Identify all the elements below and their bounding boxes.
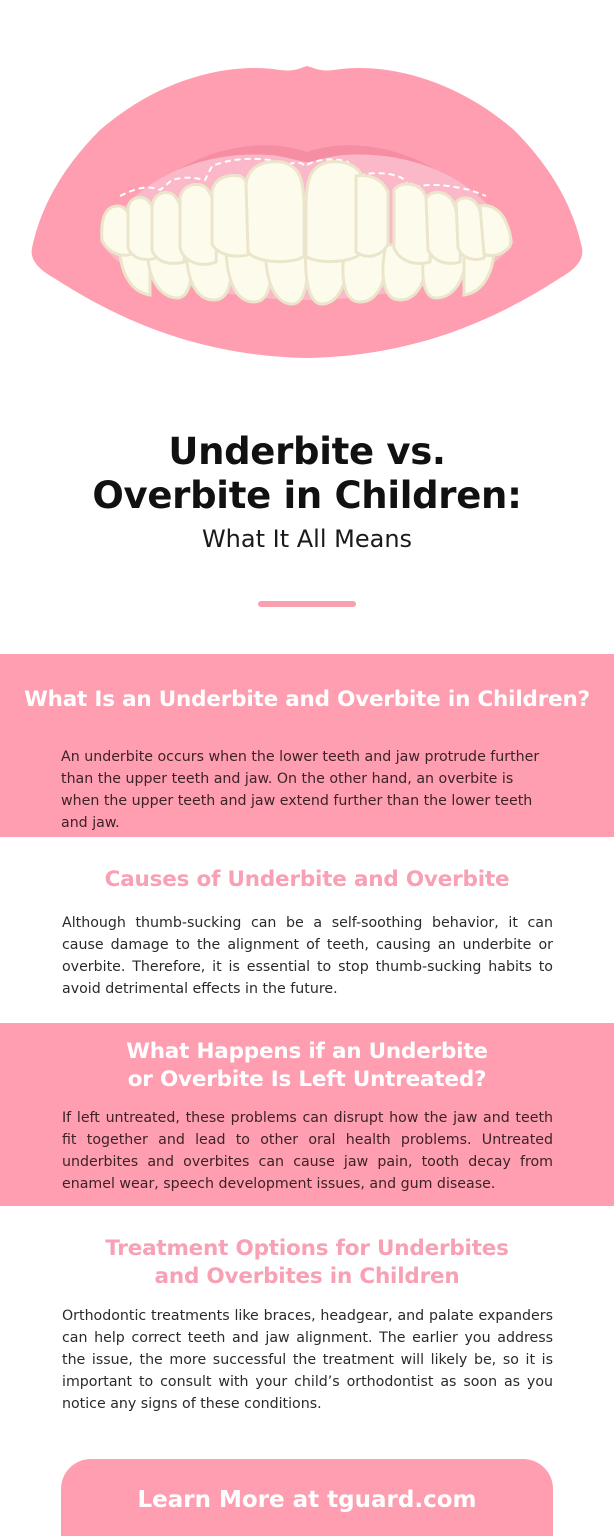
section-title bbox=[0, 1038, 614, 1094]
title-line-2: Overbite in Children: bbox=[92, 474, 522, 517]
section-title-line-2: and Overbites in Children bbox=[154, 1264, 460, 1289]
section-title bbox=[0, 1235, 614, 1291]
page-title bbox=[0, 430, 614, 556]
section-title-line-2: or Overbite Is Left Untreated? bbox=[127, 1067, 487, 1092]
hero-illustration bbox=[0, 0, 614, 400]
section-body: Although thumb-sucking can be a self-soothing behavior, it can cause damage to the alignment of teeth, causing an underbite or overbite. Therefore, it is essential to stop thumb-sucking habits to avoid detrimental effects in the future. bbox=[62, 915, 553, 997]
section-causes bbox=[0, 837, 614, 1023]
learn-more-label: Learn More at tguard.com bbox=[137, 1487, 477, 1513]
title-divider bbox=[258, 601, 356, 607]
section-title: Causes of Underbite and Overbite bbox=[104, 867, 510, 892]
section-body: An underbite occurs when the lower teeth and jaw protrude further than the upper teeth and jaw. On the other hand, an overbite is when the upper teeth and jaw extend further than the lower teeth and jaw. bbox=[61, 749, 540, 831]
title-line-1: Underbite vs. bbox=[168, 430, 446, 473]
section-body: Orthodontic treatments like braces, headgear, and palate expanders can help correct teeth and jaw alignment. The earlier you address the issue, the more successful the treatment will likely be, so it is important to consult with your child’s orthodontist as soon as you notice any signs of these conditions. bbox=[62, 1308, 553, 1412]
section-title-line-1: Treatment Options for Underbites bbox=[105, 1236, 509, 1261]
section-what-is bbox=[0, 654, 614, 837]
section-title-line-1: What Happens if an Underbite bbox=[126, 1039, 488, 1064]
subtitle: What It All Means bbox=[201, 525, 413, 553]
section-title: What Is an Underbite and Overbite in Children? bbox=[24, 687, 590, 712]
section-body: If left untreated, these problems can disrupt how the jaw and teeth fit together and lead to other oral health problems. Untreated underbites and overbites can cause jaw pain, tooth decay from enamel wear, speech development issues, and gum disease. bbox=[62, 1110, 553, 1192]
learn-more-button[interactable] bbox=[61, 1459, 553, 1536]
section-untreated bbox=[0, 1023, 614, 1206]
section-treatment bbox=[0, 1206, 614, 1460]
mouth-teeth-icon bbox=[0, 0, 614, 400]
